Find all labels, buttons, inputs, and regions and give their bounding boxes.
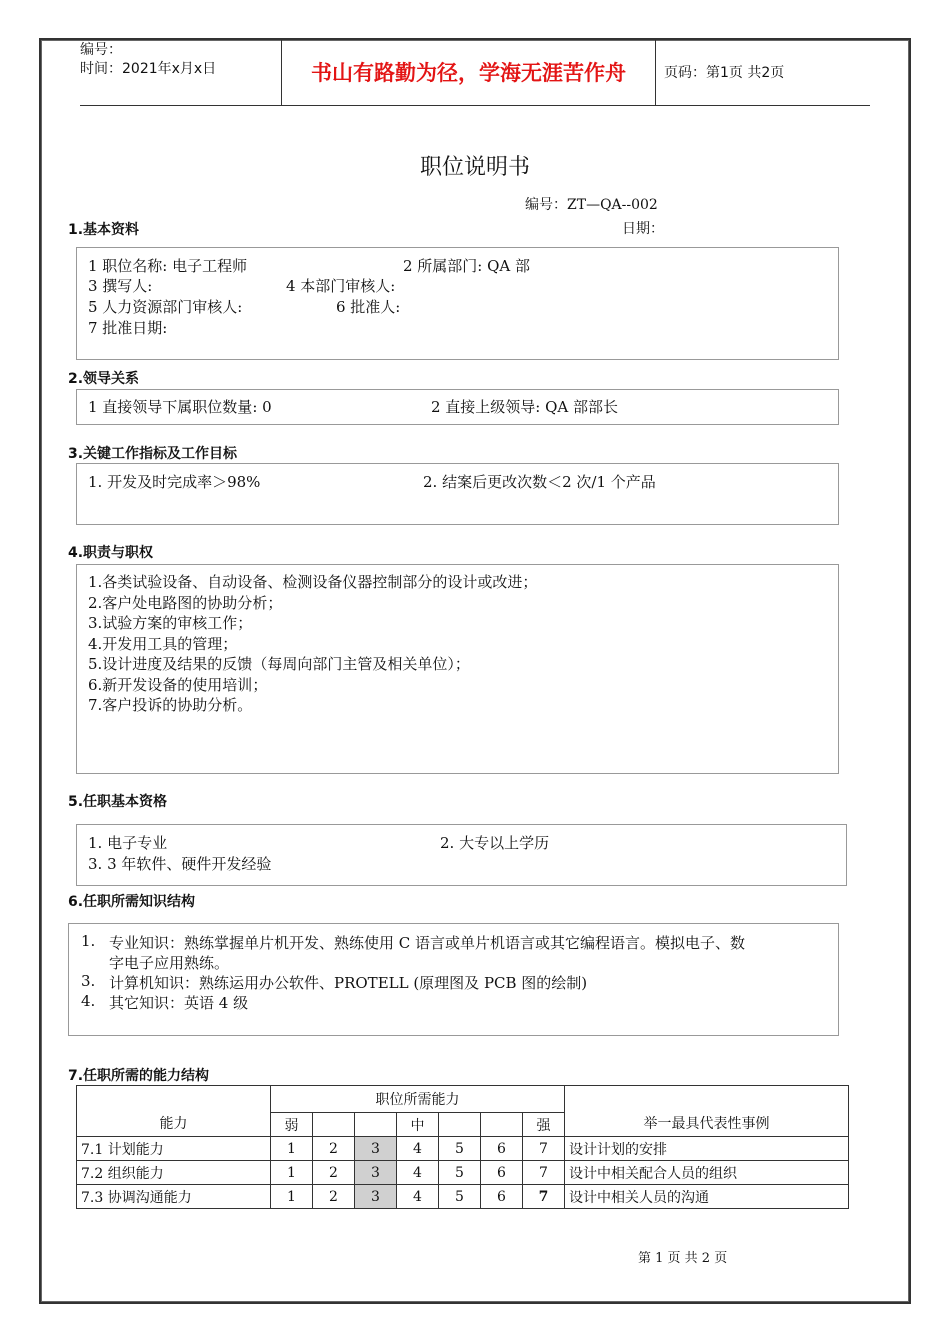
score-cell: 6	[481, 1161, 523, 1185]
kpi-2: 2. 结案后更改次数＜2 次/1 个产品	[423, 473, 656, 491]
duty-item: 5.设计进度及结果的反馈（每周向部门主管及相关单位）；	[88, 655, 470, 673]
scale-blank	[481, 1113, 523, 1137]
section-3-heading: 3.关键工作指标及工作目标	[68, 446, 238, 462]
qualification-3: 3. 3 年软件、硬件开发经验	[88, 855, 272, 873]
ability-name: 7.2 组织能力	[77, 1161, 271, 1185]
section-4-box	[76, 564, 839, 774]
duty-item: 2.客户处电路图的协助分析；	[88, 594, 283, 612]
example-column-header: 举一最具代表性事例	[565, 1086, 849, 1137]
score-cell: 5	[439, 1185, 481, 1209]
duty-item: 1.各类试验设备、自动设备、检测设备仪器控制部分的设计或改进；	[88, 573, 538, 591]
qualification-1: 1. 电子专业	[88, 834, 168, 852]
knowledge-num: 1.	[81, 932, 96, 950]
score-cell-selected: 3	[355, 1185, 397, 1209]
score-cell: 1	[271, 1161, 313, 1185]
dept-reviewer: 4 本部门审核人:	[286, 277, 396, 295]
header-info	[80, 39, 280, 107]
score-cell: 1	[271, 1185, 313, 1209]
position-name: 1 职位名称: 电子工程师	[88, 257, 248, 275]
direct-superior: 2 直接上级领导: QA 部部长	[431, 398, 619, 416]
header-date: 时间：2021年x月x日	[80, 61, 217, 77]
score-cell: 5	[439, 1137, 481, 1161]
duty-item: 6.新开发设备的使用培训；	[88, 676, 268, 694]
example-cell: 设计计划的安排	[565, 1137, 849, 1161]
subordinate-count: 1 直接领导下属职位数量: 0	[88, 398, 272, 416]
header-number: 编号：	[80, 42, 122, 58]
kpi-1: 1. 开发及时完成率＞98%	[88, 473, 261, 491]
approval-date: 7 批准日期:	[88, 319, 168, 337]
scale-mid: 中	[397, 1113, 439, 1137]
score-cell: 1	[271, 1137, 313, 1161]
duty-item: 4.开发用工具的管理；	[88, 635, 238, 653]
required-ability-header: 职位所需能力	[271, 1086, 565, 1113]
score-cell: 7	[523, 1161, 565, 1185]
ability-table	[76, 1085, 849, 1209]
document-title: 职位说明书	[419, 155, 530, 180]
scale-strong: 强	[523, 1113, 565, 1137]
ability-name: 7.3 协调沟通能力	[77, 1185, 271, 1209]
header-motto: 书山有路勤为径，学海无涯苦作舟	[281, 39, 656, 105]
duty-item: 7.客户投诉的协助分析。	[88, 696, 253, 714]
score-cell: 6	[481, 1185, 523, 1209]
approver: 6 批准人:	[336, 298, 401, 316]
score-cell: 2	[313, 1137, 355, 1161]
section-4-heading: 4.职责与职权	[68, 545, 154, 561]
knowledge-num: 4.	[81, 992, 96, 1010]
section-1-box	[76, 247, 839, 360]
section-1-heading: 1.基本资料	[68, 222, 140, 238]
page-footer: 第 1 页 共 2 页	[638, 1251, 728, 1266]
example-cell: 设计中相关配合人员的组织	[565, 1161, 849, 1185]
table-row	[77, 1137, 849, 1161]
knowledge-professional: 专业知识：熟练掌握单片机开发、熟练使用 C 语言或单片机语言或其它编程语言。模拟电子、数	[109, 934, 746, 952]
department: 2 所属部门: QA 部	[403, 257, 531, 275]
ability-column-header: 能力	[77, 1086, 271, 1137]
ability-name: 7.1 计划能力	[77, 1137, 271, 1161]
table-row	[77, 1161, 849, 1185]
score-cell: 5	[439, 1161, 481, 1185]
score-cell: 7	[523, 1185, 565, 1209]
date-field: 日期：	[622, 221, 664, 237]
score-cell: 6	[481, 1137, 523, 1161]
knowledge-computer: 计算机知识：熟练运用办公软件、PROTELL (原理图及 PCB 图的绘制)	[109, 974, 588, 992]
section-2-heading: 2.领导关系	[68, 371, 140, 387]
header-page-info: 页码：第1页 共2页	[664, 65, 785, 81]
scale-weak: 弱	[271, 1113, 313, 1137]
score-cell: 4	[397, 1137, 439, 1161]
section-5-heading: 5.任职基本资格	[68, 794, 168, 810]
section-3-box	[76, 463, 839, 525]
duty-item: 3.试验方案的审核工作；	[88, 614, 253, 632]
score-cell: 4	[397, 1185, 439, 1209]
section-5-box	[76, 824, 847, 886]
qualification-2: 2. 大专以上学历	[440, 834, 550, 852]
scale-blank	[439, 1113, 481, 1137]
section-2-box	[76, 389, 839, 425]
author: 3 撰写人:	[88, 277, 153, 295]
knowledge-professional-cont: 字电子应用熟练。	[109, 954, 230, 972]
score-cell: 2	[313, 1161, 355, 1185]
score-cell-selected: 3	[355, 1137, 397, 1161]
score-cell: 4	[397, 1161, 439, 1185]
example-cell: 设计中相关人员的沟通	[565, 1185, 849, 1209]
score-cell-selected: 3	[355, 1161, 397, 1185]
table-row	[77, 1185, 849, 1209]
score-cell: 2	[313, 1185, 355, 1209]
scale-blank	[313, 1113, 355, 1137]
score-cell: 7	[523, 1137, 565, 1161]
knowledge-other: 其它知识：英语 4 级	[109, 994, 249, 1012]
hr-reviewer: 5 人力资源部门审核人:	[88, 298, 243, 316]
page-header	[80, 39, 870, 106]
knowledge-num: 3.	[81, 972, 96, 990]
section-6-heading: 6.任职所需知识结构	[68, 894, 196, 910]
doc-number: 编号：ZT—QA--002	[525, 197, 658, 213]
section-6-box	[68, 923, 839, 1036]
scale-blank	[355, 1113, 397, 1137]
section-7-heading: 7.任职所需的能力结构	[68, 1068, 210, 1084]
